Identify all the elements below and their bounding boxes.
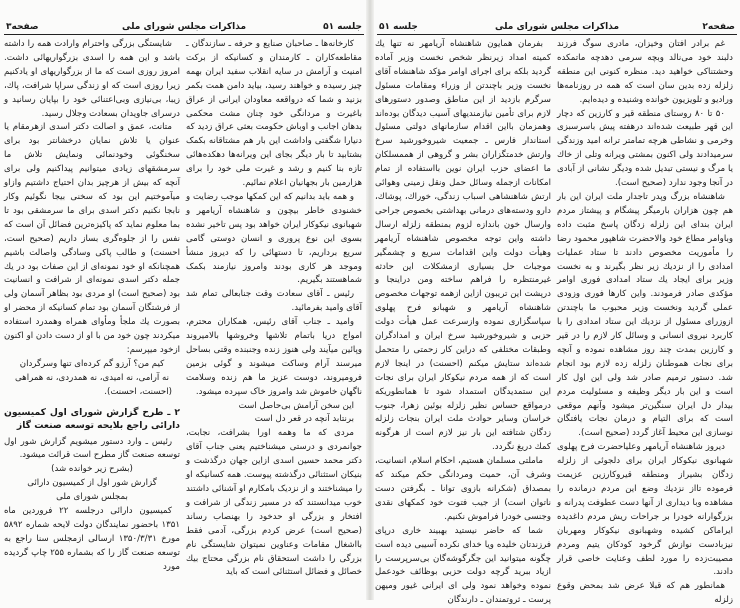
paragraph: شما که حاضر نیستید بهبیند خاری درپای فرزندتان خلیده ویا خدای نکرده آسیبی دیده است چگونه میتوانید این جگرگوشه‌گان بی‌سرپرست را ازیاد ببرید گرچه دولت حزبی بوظائف خودعمل نموده وخواهد نمود ولی ای ایرانی غیور ومیهن پرست ـ ثروتمندان ـ دارندگان [375,525,551,606]
text-column-left [4,38,180,575]
paragraph: ۵۰ تا ۸۰ روستای منطقه قیر و کارزین که دچار این قهر طبیعت شده‌اند درهفته پیش باسرسبزی وخرمی و نشاطی هرچه تمامتر ترانه امید وزندگی سرمیدادند ولی اکنون بمشتی ویرانه وتلی از خاك یا مرگ و نیستی تبدیل شده ودیگر نشانی از آبادی در آنجا وجود ندارد (صحیح است). [557,108,733,189]
section-heading: ۲ ـ طرح گزارش شورای اول کمیسیون دارائی راجع بلایحه توسعه صنعت گاز [4,406,180,431]
paragraph: شایستگی بزرگی واحترام وارادت همه را داشته باشد و این همه را اسدی بزرگواریهائی داشت. امروز روزی است که ما از بزرگواریهای او یادکنیم زیرا روزی است که او زندگی سراپا شرافت، پاك، زیبا، بی‌نیازی وبی‌اعتنائی خود را بپایان رسانید و درسرای جاویدان بسعادت وجلال رسید. [4,39,180,119]
session-number: جلسه ۵۱ [379,22,418,32]
report-title: گزارش شور اول از کمیسیون دارائی [27,478,157,489]
paragraph: مردی که ما وهمه اورا بشرافت، نجابت، جوانمردی و درستی میشناختیم یعنی جناب آقای دکتر محمد حسین اسدی ازاین جهان درگذشت و بنیکان استثنائی درگذشته پیوست. همه کسانیکه او را میشناختند و از نزدیک بامکارم او آشنائی داشتند خوب میدانستند که در مسیر زندگی از شرافت و افتخار و بزرگی او حدخود را بهنصاب رساند (صحیح است) عرض کردم بزرگی، آدمی فقط بااشغال مقامات وعناوین نمیتوان شایستگی نام بزرگی را داشت استحقاق نام بزرگی محتاج بیك خصائل و فضائل استثنائی است که باید [186,428,362,578]
paragraph: ماملتی مسلمان هستیم، احکام اسلام، انسانیت، وشرف آن، حمیت ومردانگی حکم میکند که بمصداق (شکرانه بازوی توانا ـ بگرفتن دست ناتوان است) از جیب فتوت خود کمکهای نقدی وجنسی خودرا فراموش نکنیم. [375,456,551,522]
paragraph: شاهنشاه بزرگ وپدر تاجدار ملت ایران این بار هم چون هزاران بارمیگر پیشگام و پیشتاز مردم ایران بندای این زلزله زدگان پاسخ مثبت داده وباوامر مطاع خود والاحضرت شاهپور محمود رضا را مأموریت مخصوص دادند تا ستاد عملیات امدادی را از نزدیك زیر نظر بگیرند و به نخست وزیر برای ایجاد یك ستاد امدادی فوری اوامر مؤکدی صادر فرمودند. واین کارها فوری وزودی عملی گردید ونخست وزیر محبوب ما باچندتن ازوزرای مسئول از نزدیك این ستاد امدادی را با کاربرد نیروی انسانی و وسائل کار لازم را در قیر و کارزین بمدت چند روز مشاهده نموده و آنچه برای نجات هموطنان زلزله زده لازم بود انجام شد. دستور ترمیم صادر شد ولی این اول کار است و این بار دیگر وظیفه و مسئولیت مردم بیدار دل ایران سنگین‌تر میشود وآنهم موقعی است که برای التیام و درمان نجات یافتگان نوسازی این محیط آغاز گردد (صحیح است). [557,191,733,439]
speaker-paragraph: رئیس ـ آقای سعادت وقت جنابعالی تمام شد آقای وامید بفرمائید. [186,289,362,314]
page-number: صفحه۲ [702,22,735,32]
publication-title: مذاکرات مجلس شورای ملی [494,22,620,32]
page-header [4,22,364,35]
right-page [371,0,740,606]
page-number: صفحه۳ [6,22,39,32]
text-column-right [186,38,362,580]
speaker-paragraph: وامید ـ جناب آقای رئیس، همکاران محترم، امواج دریا باتمام تلاشها وخروشها بالامیروند وپائین میآیند ولی هنوز زنده وجنبنده وقتی بساحل میرسند آرام وساکت میشوند و گوئی بزمین فرومیروند، دوست عزیز ما هم زنده وسلامت ناگهان خاموش شد وامروز خاک سپرده میشود. [186,317,362,397]
applause-note: (احسنت، احسنت). [104,386,172,397]
paragraph: همانطور هم که قبلا عرض شد بمحض وقوع زلزله [557,581,733,606]
paragraph: غم برادر افتان وخیزان، مادری سوگ فرزند دلبند خود می‌نالد وبچه سرمی دهدچه ماتمکده وحشتناکی خواهید دید. منظره کنونی این منطقه زلزله زده بدین سان است که همه در روزنامه‌ها ورادیو و تلویزیون خوانده وشنیده و دیده‌ایم. [557,39,733,105]
verse-line: این سخن آرامش بی‌حاصل است [238,400,354,411]
speaker-paragraph: رئیس ـ وارد دستور میشویم گزارش شور اول توسعه صنعت گاز مطرح است قرائت میشود. [4,436,180,461]
verse-line: برنتابد آنچه در قعر دل است [254,414,354,425]
session-number: جلسه ۵۱ [323,22,362,32]
paragraph: متانت، عمق و اصالت دکتر اسدی ازهرمقام یا عنوان یا تلاش نمایان درخشانتر بود برای سخنگوئی وخودنمائی ونمایش تلاش ما سرمشقهای زیادی میتوانیم پیداکنیم ولی برای آنچه که بیش از هرچیز بدان احتیاج داشتیم وازاو میآموختیم این بود که سخنی بیجا نگوئیم وکار نابجا نکنیم دکتر اسدی برای ما سرمشقی بود تا بما معلوم نماید که پاکیزه‌ترین فضائل آن است که نفس را از جلوه‌گری بساز داریم (صحیح است، احسنت) و طالب پاکی وسادگی واصالت باشیم همچنانکه او خود نمونه‌ای از این صفات بود در یك جمله دکتر اسدی نمونه‌ای از شرافت و انسانیت بود (صحیح است) او مردی بود بظاهر آسمان ولی از فرشتگان آسمان بود تمام کسانیکه از محضر او بصورت یك ملجأ ومأوای همراه وهمدرد استفاده میکردند چون خود من با او از دست دادن او اکنون ازخود میپرسم: [4,122,180,355]
paragraph: دیروز شاهنشاه آریامهر وعلیاحضرت فرح پهلوی شهبانوی نیکوکار ایران برای دلجوئی از زلزله زدگان بشیراز ومنطقه قیروکارزین عزیمت فرموده تااز نزدیك وضع این مردم درمانده را مشاهده وبا دیداری از آنها دست عطوفت پدرانه و بزرگوارانه خودرا بر جراحات ریش مردم داغدیده ایراماکن کشیده وشهبانوی نیکوکار ومهربان نیزبادست نوازش گرخود کودکان یتیم ومردم مصیبت‌زده را مورد لطف وعنایت خاصی قرار دادند. [557,442,733,578]
verse-line: نه آرامی، نه امیدی، نه همدردی، نه همراهی [15,372,169,383]
reading-note: (بشرح زیر خوانده شد) [51,464,133,475]
left-page [0,0,369,600]
paragraph: کمیسیون دارائی درجلسه ۲۲ فروردین ماه ۱۳۵۱ باحضور نمایندگان دولت لایحه شماره ۵۸۹۲ مورخ ۱۳۵۰/۳/۳۱ ارسالی ازمجلس سنا راجع به توسعه صنعت گاز را که بشماره ۲۵۵ چاپ گردیده مورد [4,506,180,572]
paragraph: و همه باید بدانیم که این کمکها موجب رضایت و خشنودی خاطر بیچون و شاهنشاه آریامهر و شهبانوی نیکوکار ایران خواهد بود پس تاخیر نشده بسوی این نوع پروری و انسان دوستی گامی سریع برداریم، تا دستهائی را که دیروز منشأ وموجد هر کاری بودند وامروز نیازمند بکمک شماهستند بگیریم. [186,191,362,286]
publication-title: مذاکرات مجلس شورای ملی [121,22,247,32]
report-addressee: بمجلس شورای ملی [56,492,128,503]
paragraph: کارخانه‌ها ـ صاحبان صنایع و حرفه ـ سازندگان ـ مقاطعه‌کاران ـ کارمندان و کسانیکه از برکت امنیت و آرامش در سایه انقلاب سفید ایران بهمه چیز رسیده و خواهند رسید، بیاید دامن همت بکمر بزنید و شما که درواقعه معاودان ایرانی از عراق باغیرت و مردانگی خود چنان مشت محکمی بدهان اجانب و اوباش حکومت بعثی عراق زدید که دنیارا شگفتی واداشت این بار هم مشتاقانه بکمک بشتابید تا بار دیگر بجای این ویرانه‌ها دهکده‌هائی تازه بنا کنیم و رشد و غیرت ملی خود را برای هزارمین بار بجهانیان اعلام نمائیم. [186,39,362,189]
page-header [377,22,737,35]
verse-line: کیم من؟ آرزو گم کرده‌ای تنها وسرگردان [19,358,165,369]
paragraph: بفرمان همایون شاهنشاه آریامهر نه تنها یك کمیته امداد زیرنظر شخص نخست وزیر آماده گردید بلکه برای اجرای اوامر مؤکد شاهنشاه آقای نخست وزیر باچندتن از وزراء ومقامات مسئول سرگرم بازدید از این مناطق وصدور دستورهای لازم برای تأمین نیازمندیهای آسیب دیدگان بوده‌اند وهمزمان بااین اقدام سازمانهای دولتی مسئول استاندار فارس ـ جمعیت شیروخورشید سرخ وارتش خدمتگزاران بشر و گروهی از هممسلکان ما اعضای حزب ایران نوین بااستفاده از تمام امکانات ازجمله وسائل حمل ونقل زمینی وهوائی ارتش شاهنشاهی اسباب زندگی، خوراك، پوشاك، دارو ودسته‌های درمانی بهداشتی بخصوص جراحی وارسال خون باندازه لزوم بمنطقه زلزله ارسال داشته واین توجه مخصوص شاهنشاه آریامهر وهیأت دولت واین اقدامات سریع و چشمگیر موجبات حل بسیاری ازمشکلات این حادثه غیرمنتظره را فراهم ساخته ومن دراینجا و درپشت این تریبون ازاین ازهمه توجهات مخصوص شاهنشاه آریامهر و شهبانو فرح پهلوی سپاسگزاری نموده وازسرعت عمل هیأت دولت حزبی و شیروخورشید سرخ ایران و امدادگران وطبقات مختلفی که دراین کار زحمتی را متحمل شده‌اند ستایش میکنم (احسنت) در اینجا لازم است که از همه مردم نیکوکار ایران برای نجات این ستمدیدگان استمداد شود تا همانطوریکه درمواقع حساس نظیر زلزله بوئین زهرا، جنوب خراسان وسایر حوادث ملت ایران بنجات زلزله زدگان شتافته این بار نیز لازم است از هرگونه کمك دریغ نگردد. [375,39,551,453]
text-column-right [557,38,733,608]
text-column-left [375,38,551,608]
